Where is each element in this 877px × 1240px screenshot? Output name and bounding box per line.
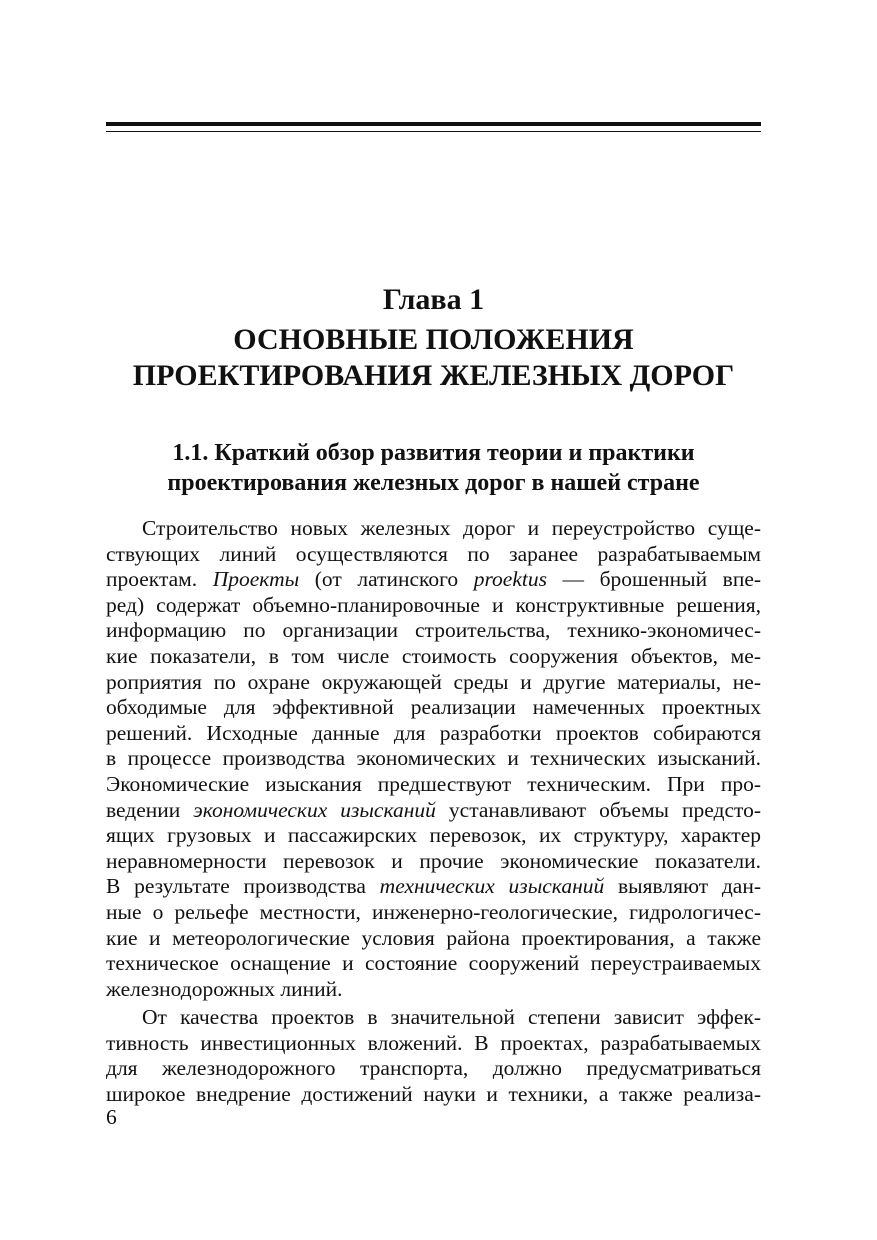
text-line: широкое внедрение достижений науки и техники, а также реализа- [106, 1082, 761, 1107]
text-line [106, 567, 761, 593]
text-run: (от латинского [314, 567, 459, 592]
section-title [106, 438, 761, 498]
italic-term: технических изысканий [379, 874, 605, 899]
text-line: Строительство новых железных дорог и переустройство суще- [142, 516, 761, 540]
section-title-line: проектирования железных дорог в нашей стране [167, 470, 700, 496]
chapter-label: Глава 1 [382, 283, 485, 316]
text-line: ные о рельефе местности, инженерно-геологические, гидрологичес- [106, 899, 761, 924]
text-line: Экономические изыскания предшествуют техническим. При про- [106, 771, 761, 796]
header-rule-thick [106, 122, 761, 126]
header-rule-thin [106, 131, 761, 132]
chapter-title-line: ОСНОВНЫЕ ПОЛОЖЕНИЯ [233, 323, 634, 356]
text-line: неравномерности перевозок и прочие экономические показатели. [106, 848, 761, 873]
text-run: устанавливают объемы предсто- [448, 797, 762, 822]
chapter-title-line: ПРОЕКТИРОВАНИЯ ЖЕЛЕЗНЫХ ДОРОГ [132, 359, 735, 392]
text-run: выявляют дан- [617, 874, 762, 899]
text-run: В результате производства [106, 874, 366, 899]
text-line: ред) содержат объемно-планировочные и конструктивные решения, [106, 592, 761, 617]
text-run: — брошенный впе- [562, 567, 762, 592]
text-run: проектам. [106, 567, 198, 592]
text-line: ящих грузовых и пассажирских перевозок, их структуру, характер [106, 823, 761, 848]
text-line: для железнодорожного транспорта, должно предусматриваться [106, 1056, 761, 1081]
text-line: обходимые для эффективной реализации намеченных проектных [106, 695, 761, 720]
text-line: роприятия по охране окружающей среды и другие материалы, не- [106, 669, 761, 694]
chapter-title [106, 322, 761, 394]
text-line: железнодорожных линий. [106, 976, 343, 1001]
text-line: в процессе производства экономических и технических изысканий. [106, 746, 761, 771]
text-line: От качества проектов в значительной степени зависит эффек- [142, 1005, 761, 1030]
text-line: ствующих линий осуществляются по заранее разрабатываемым [106, 541, 761, 566]
body-text [106, 516, 761, 1108]
text-line: кие показатели, в том числе стоимость сооружения объектов, ме- [106, 643, 761, 668]
text-line [106, 874, 761, 900]
page-number: 6 [106, 1105, 117, 1129]
text-line: техническое оснащение и состояние сооружений переустраиваемых [106, 951, 761, 976]
text-line: решений. Исходные данные для разработки проектов собираются [106, 720, 761, 745]
text-run: ведении [106, 797, 181, 822]
text-line: кие и метеорологические условия района проектирования, а также [106, 925, 761, 950]
text-line: информацию по организации строительства, технико-экономичес- [106, 618, 761, 643]
italic-term: экономических изысканий [193, 797, 436, 822]
italic-term: proektus [473, 567, 547, 592]
text-line [106, 798, 761, 824]
text-line: тивность инвестиционных вложений. В проектах, разрабатываемых [106, 1030, 761, 1055]
section-title-line: 1.1. Краткий обзор развития теории и практики [172, 440, 695, 466]
italic-term: Проекты [212, 567, 300, 592]
